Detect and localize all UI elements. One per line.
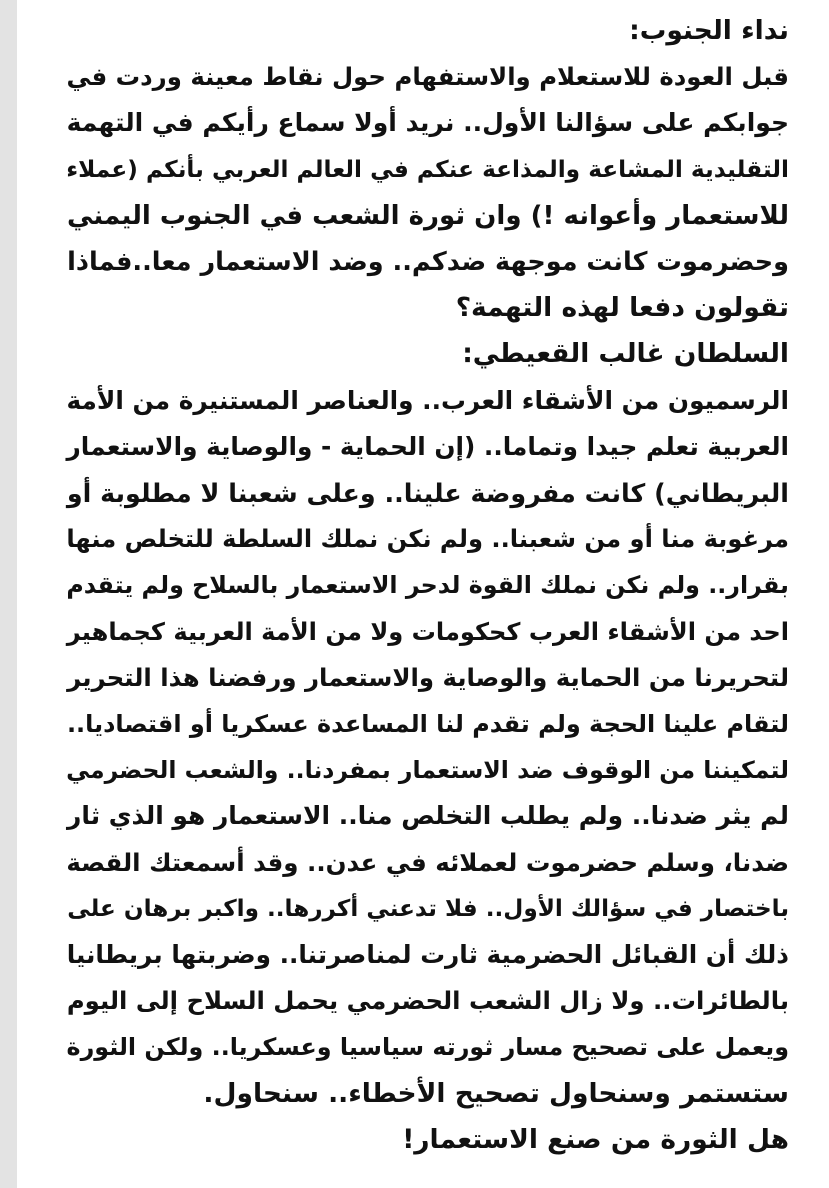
question-line: للاستعمار وأعوانه !) وان ثورة الشعب في الجنوب اليمني: [67, 200, 789, 231]
document-page: [17, 0, 829, 1188]
answer-line: بالطائرات.. ولا زال الشعب الحضرمي يحمل السلاح إلى اليوم: [66, 986, 789, 1016]
question-line: وحضرموت كانت موجهة ضدكم.. وضد الاستعمار معا..فماذا: [67, 247, 789, 278]
final-question: هل الثورة من صنع الاستعمار!: [402, 1123, 789, 1155]
question-heading: نداء الجنوب:: [629, 15, 789, 46]
answer-line: باختصار في سؤالك الأول.. فلا تدعني أكررها.. واكبر برهان على: [67, 895, 789, 922]
answer-line: لتحريرنا من الحماية والوصاية والاستعمار ورفضنا هذا التحرير: [67, 662, 789, 692]
answer-line: الرسميون من الأشقاء العرب.. والعناصر المستنيرة من الأمة: [66, 385, 789, 415]
answer-line: البريطاني) كانت مفروضة علينا.. وعلى شعبنا لا مطلوبة أو: [66, 478, 789, 509]
answer-heading: السلطان غالب القعيطي:: [462, 338, 789, 370]
question-line: تقولون دفعا لهذه التهمة؟: [455, 292, 789, 324]
answer-line: مرغوبة منا أو من شعبنا.. ولم نكن نملك السلطة للتخلص منها: [66, 525, 789, 554]
answer-line: ذلك أن القبائل الحضرمية ثارت لمناصرتنا.. وضربتها بريطانيا: [66, 940, 789, 970]
article-text: [59, 8, 789, 1163]
answer-line: العربية تعلم جيدا وتماما.. (إن الحماية - والوصاية والاستعمار: [66, 431, 789, 461]
answer-line: ضدنا، وسلم حضرموت لعملائه في عدن.. وقد أسمعتك القصة: [66, 847, 789, 877]
answer-line: احد من الأشقاء العرب كحكومات ولا من الأمة العربية كجماهير: [66, 617, 789, 646]
answer-line: ويعمل على تصحيح مسار ثورته سياسيا وعسكريا.. ولكن الثورة: [66, 1033, 789, 1062]
question-line: قبل العودة للاستعلام والاستفهام حول نقاط معينة وردت في: [66, 62, 789, 92]
answer-line: لم يثر ضدنا.. ولم يطلب التخلص منا.. الاستعمار هو الذي ثار: [67, 801, 789, 831]
question-line: جوابكم على سؤالنا الأول.. نريد أولا سماع رأيكم في التهمة: [66, 108, 789, 138]
answer-line: بقرار.. ولم نكن نملك القوة لدحر الاستعمار بالسلاح ولم يتقدم: [66, 571, 789, 600]
answer-line: لتقام علينا الحجة ولم تقدم لنا المساعدة عسكريا أو اقتصاديا..: [66, 710, 789, 739]
question-line: التقليدية المشاعة والمذاعة عنكم في العالم العربي بأنكم (عملاء: [66, 155, 789, 183]
answer-line: لتمكيننا من الوقوف ضد الاستعمار بمفردنا.. والشعب الحضرمي: [66, 756, 789, 785]
answer-line: ستستمر وسنحاول تصحيح الأخطاء.. سنحاول.: [203, 1077, 789, 1109]
